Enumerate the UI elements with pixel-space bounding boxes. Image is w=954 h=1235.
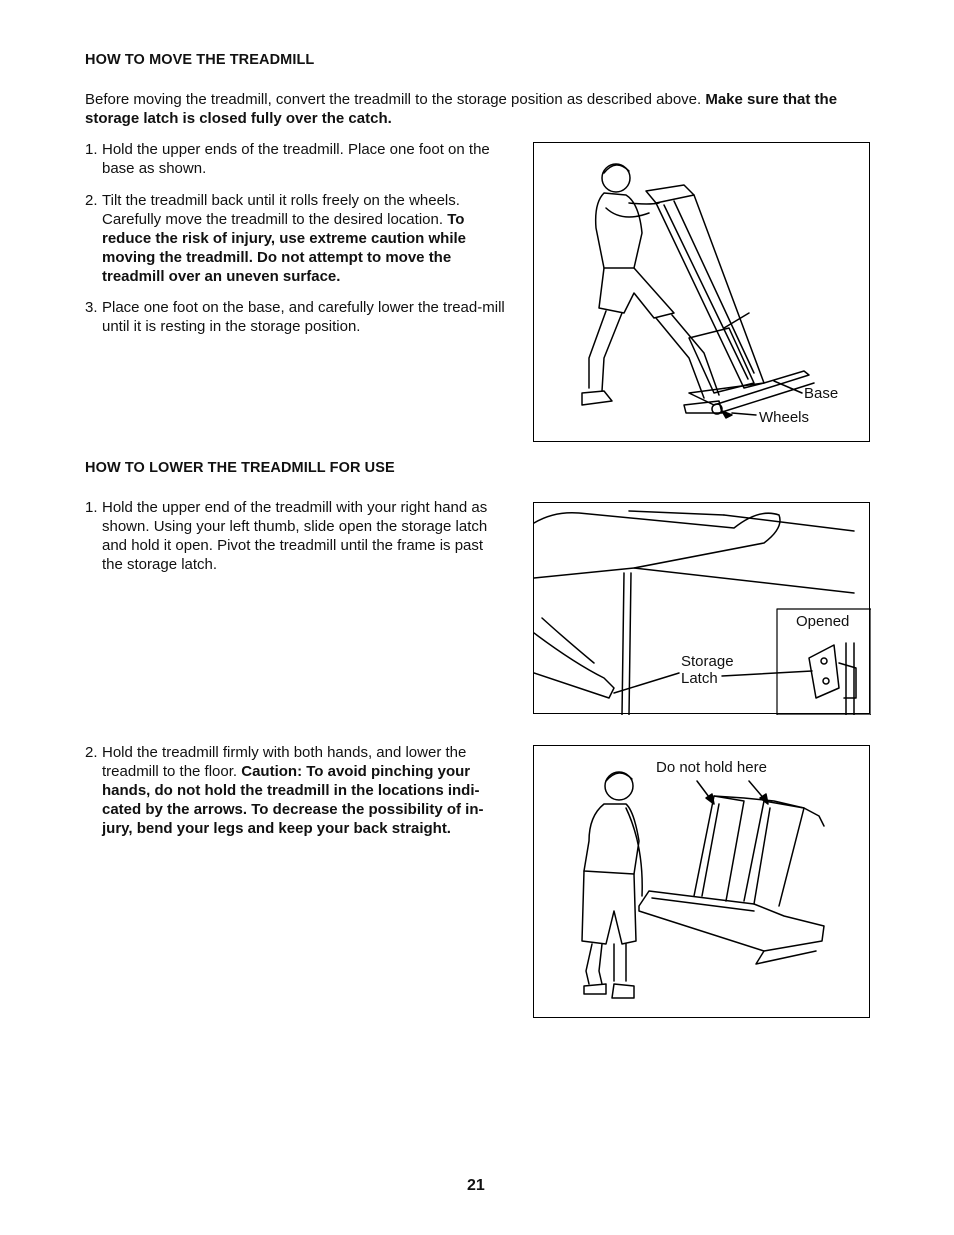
storage-label: Storage	[681, 653, 734, 670]
step-number: 2.	[85, 744, 98, 761]
lower-step-1	[85, 498, 505, 574]
lowering-treadmill-illustration	[534, 746, 871, 1019]
move-intro-paragraph	[85, 90, 875, 128]
move-step-1	[85, 140, 505, 178]
page-number: 21	[467, 1177, 485, 1194]
step-text: Place one foot on the base, and carefully lower the tread-mill until it is resting in the storage position.	[102, 299, 505, 335]
figure-storage-latch	[533, 502, 870, 714]
step-text: Hold the upper ends of the treadmill. Place one foot on the base as shown.	[102, 141, 490, 177]
figure-moving-treadmill	[533, 142, 870, 442]
step-bold-text: Caution: To avoid pinching your hands, do not hold the treadmill in the locations indi-cated by the arrows. To decrease the possibility of in-jury, bend your legs and keep your back straight.	[102, 763, 484, 837]
move-intro-bold-text: Make sure that the storage latch is closed fully over the catch.	[85, 91, 838, 127]
figure-lowering-treadmill	[533, 745, 870, 1018]
lower-section-heading: HOW TO LOWER THE TREADMILL FOR USE	[85, 460, 395, 476]
step-number: 1.	[85, 141, 98, 158]
opened-label: Opened	[796, 613, 850, 630]
move-step-2	[85, 191, 505, 286]
step-text: Hold the upper end of the treadmill with your right hand as shown. Using your left thumb, slide open the storage latch and hold it open. Pivot the treadmill until the frame is past the storage latch.	[102, 499, 488, 573]
move-step-3	[85, 298, 505, 336]
step-number: 2.	[85, 192, 98, 209]
lower-step-2	[85, 743, 505, 838]
step-number: 1.	[85, 499, 98, 516]
do-not-hold-label: Do not hold here	[656, 759, 767, 776]
move-section-heading: HOW TO MOVE THE TREADMILL	[85, 52, 315, 68]
step-number: 3.	[85, 299, 98, 316]
step-text: Tilt the treadmill back until it rolls freely on the wheels. Carefully move the treadmill to the desired location.	[102, 192, 460, 228]
step-bold-text: To reduce the risk of injury, use extreme caution while moving the treadmill. Do not attempt to move the treadmill over an uneven surface.	[102, 211, 466, 285]
step-text: Hold the treadmill firmly with both hands, and lower the treadmill to the floor.	[102, 744, 467, 780]
move-intro-text: Before moving the treadmill, convert the treadmill to the storage position as described above.	[85, 91, 702, 108]
latch-label: Latch	[681, 670, 718, 687]
base-label: Base	[804, 385, 839, 402]
wheels-label: Wheels	[759, 409, 810, 426]
